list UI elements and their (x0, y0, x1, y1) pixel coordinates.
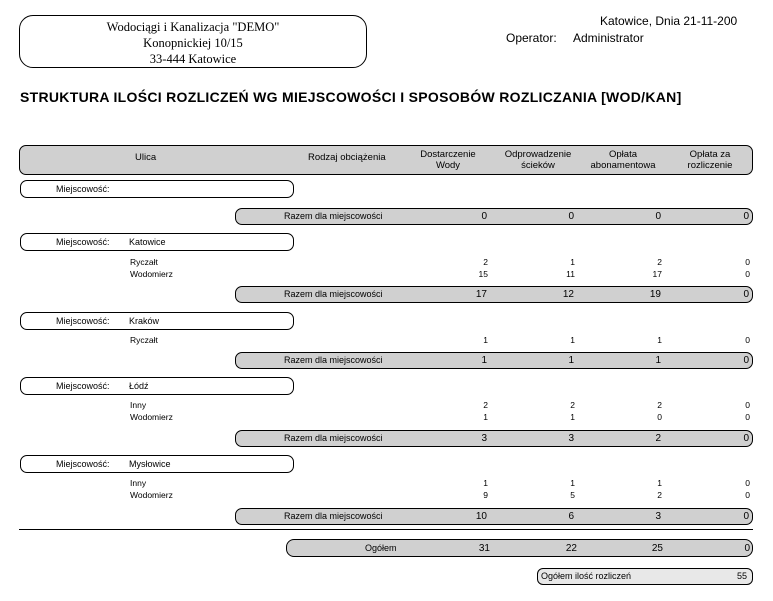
col-ulica: Ulica (135, 152, 157, 163)
charge-type: Ryczałt (130, 257, 158, 267)
row-value: 0 (657, 412, 662, 422)
row-value: 0 (745, 269, 750, 279)
settlement-count-value: 55 (736, 571, 747, 581)
row-value: 0 (745, 257, 750, 267)
col-dostarczenie: Dostarczenie Wody (420, 149, 476, 171)
row-value: 1 (483, 335, 488, 345)
col-rodzaj: Rodzaj obciążenia (308, 152, 386, 163)
location-name: Łódź (129, 381, 149, 391)
location-sum-value: 3 (481, 433, 487, 444)
row-value: 9 (483, 490, 488, 500)
charge-type: Ryczałt (130, 335, 158, 345)
row-value: 0 (745, 412, 750, 422)
row-value: 11 (566, 269, 575, 279)
operator-value: Administrator (573, 31, 644, 45)
grand-total-value: 0 (744, 543, 750, 554)
location-sum-value: 19 (649, 289, 661, 300)
charge-type: Wodomierz (130, 490, 173, 500)
row-value: 2 (483, 400, 488, 410)
col-abonament: Opłata abonamentowa (590, 149, 656, 171)
grand-total-bar (286, 539, 753, 557)
location-sum-value: 0 (743, 355, 749, 366)
location-sum-value: 0 (568, 211, 574, 222)
location-sum-value: 0 (743, 511, 749, 522)
row-value: 1 (570, 478, 575, 488)
location-label: Miejscowość: (56, 381, 110, 391)
location-sum-value: 6 (568, 511, 574, 522)
column-header-bar (19, 145, 753, 175)
row-value: 2 (657, 400, 662, 410)
location-sum-value: 0 (743, 211, 749, 222)
grand-total-value: 22 (565, 543, 577, 554)
charge-type: Inny (130, 478, 147, 488)
location-sum-value: 10 (475, 511, 487, 522)
location-label: Miejscowość: (56, 459, 110, 469)
settlement-count-bar (537, 568, 753, 585)
location-sum-bar (235, 508, 753, 525)
company-city: 33-444 Katowice (149, 52, 237, 66)
row-value: 15 (478, 269, 488, 279)
row-value: 0 (745, 400, 750, 410)
company-address-box (19, 15, 367, 68)
company-name: Wodociągi i Kanalizacja "DEMO" (106, 20, 280, 34)
place-date: Katowice, Dnia 21-11-200 (600, 14, 738, 28)
location-name: Kraków (129, 316, 160, 326)
location-name: Katowice (129, 237, 166, 247)
row-value: 1 (570, 257, 575, 267)
col-odprowadzenie: Odprowadzenie ścieków (504, 149, 572, 171)
row-value: 1 (657, 478, 662, 488)
grand-total-value: 31 (478, 543, 490, 554)
location-sum-bar (235, 352, 753, 369)
company-street: Konopnickiej 10/15 (143, 36, 243, 50)
location-sum-label: Razem dla miejscowości (284, 355, 383, 365)
location-label: Miejscowość: (56, 316, 110, 326)
location-header (20, 455, 294, 473)
row-value: 2 (657, 490, 662, 500)
grand-total-label: Ogółem (365, 543, 397, 553)
col-rozliczenie: Opłata za rozliczenie (687, 149, 733, 171)
location-sum-label: Razem dla miejscowości (284, 211, 383, 221)
row-value: 2 (657, 257, 662, 267)
location-sum-value: 1 (655, 355, 661, 366)
row-value: 1 (483, 412, 488, 422)
location-sum-bar (235, 208, 753, 225)
charge-type: Wodomierz (130, 269, 173, 279)
location-sum-value: 17 (475, 289, 487, 300)
charge-type: Inny (130, 400, 147, 410)
location-header (20, 312, 294, 330)
location-sum-value: 0 (743, 433, 749, 444)
row-value: 0 (745, 478, 750, 488)
location-sum-value: 0 (481, 211, 487, 222)
location-sum-value: 0 (743, 289, 749, 300)
location-sum-value: 1 (568, 355, 574, 366)
location-sum-value: 2 (655, 433, 661, 444)
report-title: STRUKTURA ILOŚCI ROZLICZEŃ WG MIEJSCOWOŚCI I SPOSOBÓW ROZLICZANIA [WOD/KAN] (20, 89, 682, 105)
row-value: 2 (570, 400, 575, 410)
charge-type: Wodomierz (130, 412, 173, 422)
row-value: 2 (483, 257, 488, 267)
location-header (20, 233, 294, 251)
location-sum-value: 3 (568, 433, 574, 444)
settlement-count-label: Ogółem ilość rozliczeń (541, 571, 632, 581)
location-sum-value: 12 (562, 289, 574, 300)
row-value: 1 (570, 412, 575, 422)
row-value: 1 (570, 335, 575, 345)
location-label: Miejscowość: (56, 237, 110, 247)
location-sum-label: Razem dla miejscowości (284, 433, 383, 443)
row-value: 0 (745, 335, 750, 345)
location-sum-label: Razem dla miejscowości (284, 511, 383, 521)
location-sum-value: 3 (655, 511, 661, 522)
location-name: Mysłowice (129, 459, 171, 469)
row-value: 5 (570, 490, 575, 500)
location-sum-value: 1 (481, 355, 487, 366)
location-sum-bar (235, 430, 753, 447)
operator-label: Operator: (506, 31, 557, 45)
location-header (20, 180, 294, 198)
row-value: 1 (657, 335, 662, 345)
row-value: 1 (483, 478, 488, 488)
location-sum-value: 0 (655, 211, 661, 222)
grand-total-value: 25 (651, 543, 663, 554)
location-sum-label: Razem dla miejscowości (284, 289, 383, 299)
row-value: 17 (652, 269, 662, 279)
location-label: Miejscowość: (56, 184, 110, 194)
separator-line (19, 529, 753, 530)
location-sum-bar (235, 286, 753, 303)
row-value: 0 (745, 490, 750, 500)
location-header (20, 377, 294, 395)
